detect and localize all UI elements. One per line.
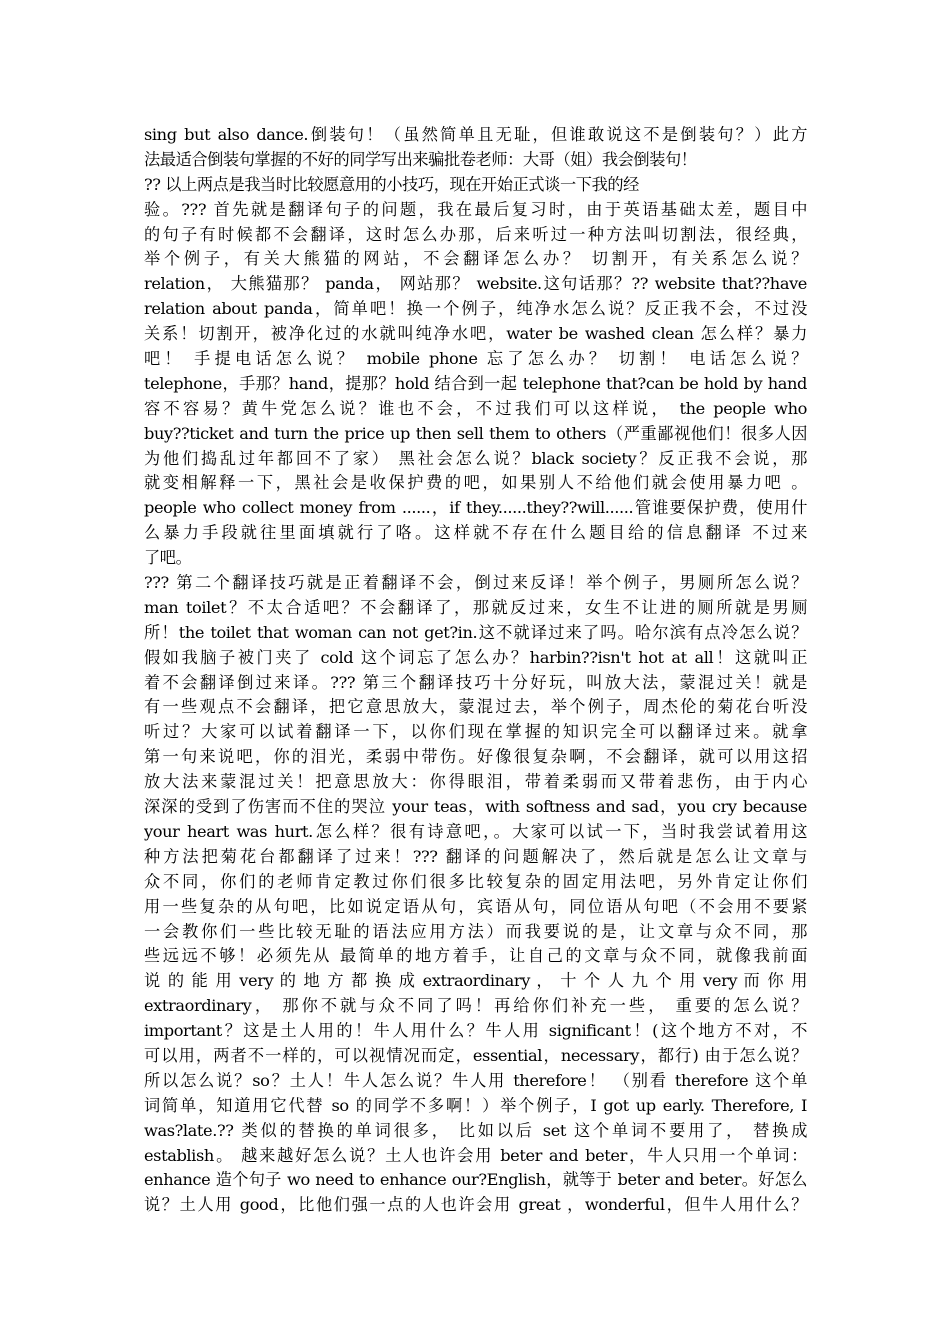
text-line: 就变相解释一下，黑社会是收保护费的吧，如果别人不给他们就会使用暴力吧 。	[144, 473, 807, 493]
text-line: relation about panda，简单吧！换一个例子，纯净水怎么说？反正我不会，不过没	[144, 299, 807, 319]
text-line: 吧！ 手提电话怎么说？ mobile phone 忘了怎么办？ 切割！ 电话怎么说？	[144, 349, 807, 369]
text-line: 说 的 能 用 very 的 地 方 都 换 成 extraordinary ， 十 个 人 九 个 用 very 而 你 用	[144, 971, 807, 991]
text-line: buy??ticket and turn the price up then sell them to others（严重鄙视他们！很多人因	[144, 423, 807, 443]
text-line: 关系！切割开，被净化过的水就叫纯净水吧，water be washed clean 怎么样？暴力	[144, 324, 807, 344]
text-line: 可以用，两者不一样的，可以视情况而定，essential，necessary，都行) 由于怎么说？	[144, 1045, 807, 1065]
text-line: 了吧。	[144, 548, 192, 568]
text-line: 么暴力手段就往里面填就行了咯。这样就不存在什么题目给的信息翻译 不过来	[144, 523, 807, 543]
text-line: man toilet？不太合适吧？不会翻译了，那就反过来，女生不让进的厕所就是男厕	[144, 597, 807, 617]
text-line: 词简单，知道用它代替 so 的同学不多啊！）举个例子，I got up early. Therefore, I	[144, 1095, 807, 1115]
text-line: ?? 以上两点是我当时比较愿意用的小技巧，现在开始正式谈一下我的经	[144, 174, 639, 194]
text-line: 种方法把菊花台都翻译了过来！??? 翻译的问题解决了，然后就是怎么让文章与	[144, 846, 807, 866]
text-line: 些远远不够！必须先从 最简单的地方着手，让自己的文章与众不同，就像我前面	[144, 946, 807, 966]
document-page	[144, 123, 807, 1218]
text-line: 验。??? 首先就是翻译句子的问题，我在最后复习时，由于英语基础太差，题目中	[144, 199, 807, 219]
text-line: 法最适合倒装句掌握的不好的同学写出来骗批卷老师：大哥（姐）我会倒装句！	[144, 149, 697, 169]
text-line: 为他们捣乱过年都回不了家） 黑社会怎么说？black society？反正我不会说，那	[144, 448, 807, 468]
text-line: 容不容易？黄牛党怎么说？谁也不会，不过我们可以这样说， the people who	[144, 398, 807, 418]
text-line: establish。 越来越好怎么说？土人也许会用 beter and beter，牛人只用一个单词：	[144, 1145, 807, 1165]
text-line: 举个例子，有关大熊猫的网站，不会翻译怎么办？ 切割开，有关系怎么说？	[144, 249, 807, 269]
text-line: 第一句来说吧，你的泪光，柔弱中带伤。好像很复杂啊，不会翻译，就可以用这招	[144, 747, 807, 767]
text-line: extraordinary， 那你不就与众不同了吗！再给你们补充一些， 重要的怎么说？	[144, 996, 807, 1016]
text-line: 一会教你们一些比较无耻的语法应用方法）而我要说的是，让文章与众不同，那	[144, 921, 807, 941]
text-line: 用一些复杂的从句吧，比如说定语从句，宾语从句，同位语从句吧（不会用不要紧	[144, 896, 807, 916]
text-line: 放大法来蒙混过关！把意思放大：你得眼泪，带着柔弱而又带着悲伤，由于内心	[144, 772, 807, 792]
text-line: 着不会翻译倒过来译。??? 第三个翻译技巧十分好玩，叫放大法，蒙混过关！就是	[144, 672, 807, 692]
text-line: 所以怎么说？so？土人！牛人怎么说？牛人用 therefore！ （别看 therefore 这个单	[144, 1070, 807, 1090]
text-line: 的句子有时候都不会翻译，这时怎么办那，后来听过一种方法叫切割法，很经典，	[144, 224, 807, 244]
text-line: enhance 造个句子 wo need to enhance our?English，就等于 beter and beter。好怎么	[144, 1170, 807, 1190]
text-line: 假如我脑子被门夹了 cold 这个词忘了怎么办？harbin??isn't hot at all！这就叫正	[144, 647, 807, 667]
text-line: people who collect money from ......，if they......they??will......管谁要保护费，使用什	[144, 498, 807, 518]
text-line: 说？土人用 good，比他们强一点的人也许会用 great ，wonderful，但牛人用什么？	[144, 1195, 807, 1215]
text-line: 所！the toilet that woman can not get?in.这不就译过来了吗。哈尔滨有点冷怎么说？	[144, 622, 807, 642]
text-line: important？这是土人用的！牛人用什么？牛人用 significant！(这个地方不对，不	[144, 1021, 807, 1041]
text-line: 听过？大家可以试着翻译一下，以你们现在掌握的知识完全可以翻译过来。就拿	[144, 722, 807, 742]
text-line: 深深的受到了伤害而不住的哭泣 your teas，with softness and sad，you cry because	[144, 797, 807, 817]
text-line: 众不同，你们的老师肯定教过你们很多比较复杂的固定用法吧，另外肯定让你们	[144, 871, 807, 891]
text-line: was?late.?? 类似的替换的单词很多， 比如以后 set 这个单词不要用了， 替换成	[144, 1120, 807, 1140]
text-line: ??? 第二个翻译技巧就是正着翻译不会，倒过来反译！举个例子，男厕所怎么说？	[144, 573, 807, 593]
text-line: sing but also dance.倒装句！（虽然简单且无耻，但谁敢说这不是倒装句？）此方	[144, 125, 807, 144]
text-line: 有一些观点不会翻译，把它意思放大，蒙混过去，举个例子，周杰伦的菊花台听没	[144, 697, 807, 717]
text-line: telephone，手那？hand，提那？hold 结合到一起 telephone that?can be hold by hand	[144, 373, 807, 393]
text-line: your heart was hurt.怎么样？很有诗意吧，。大家可以试一下，当时我尝试着用这	[144, 821, 807, 841]
text-line: relation， 大熊猫那？ panda， 网站那？ website.这句话那？?? website that??have	[144, 274, 807, 294]
